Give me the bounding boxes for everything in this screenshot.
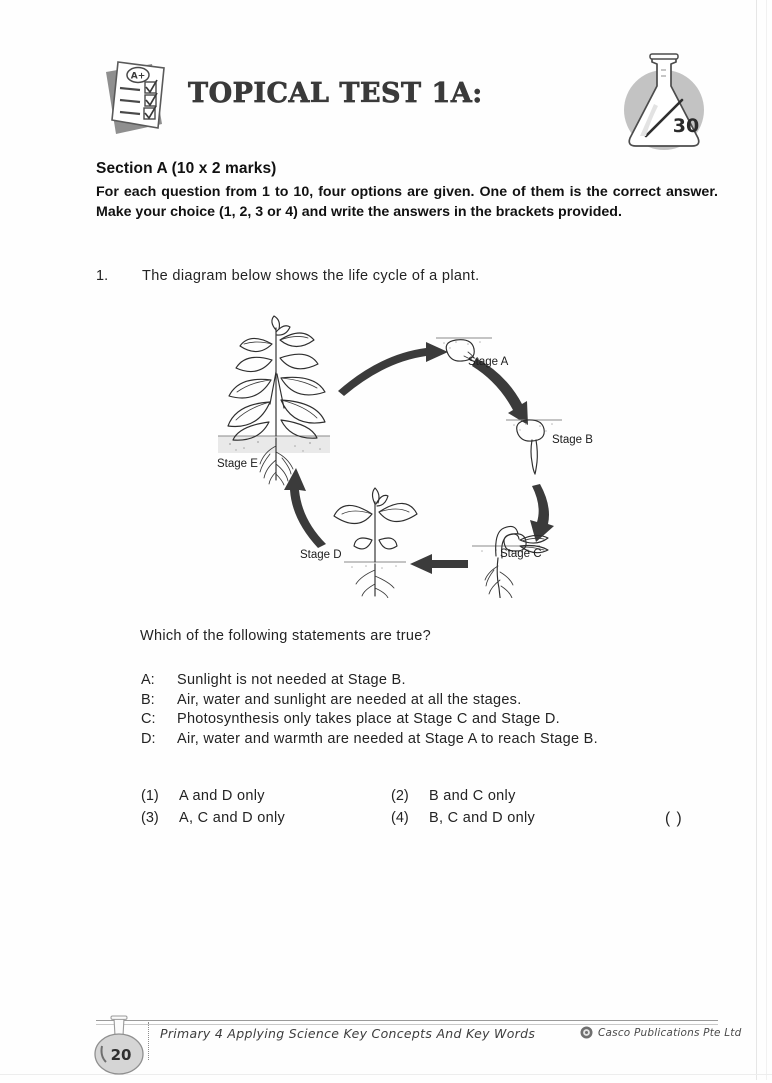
answer-options [141, 788, 731, 832]
statement-key: B: [141, 691, 155, 708]
arrow-e-to-a [338, 342, 448, 396]
statement-row [141, 672, 721, 688]
marks-total-text: 30 [672, 115, 700, 137]
statement-list [141, 672, 721, 750]
question-1 [96, 268, 721, 284]
statement-text: Air, water and sunlight are needed at all the stages. [177, 691, 522, 708]
statement-key: A: [141, 672, 155, 688]
option-text: A, C and D only [179, 810, 286, 826]
page-number-text: 20 [110, 1046, 132, 1064]
stage-c-label: Stage C [500, 548, 542, 560]
option-text: B, C and D only [429, 810, 536, 826]
option-text: A and D only [179, 788, 265, 804]
arrow-c-to-d [410, 554, 468, 574]
arrow-d-to-e [284, 468, 326, 548]
stage-e-label: Stage E [217, 458, 258, 470]
option-text: B and C only [429, 788, 516, 804]
section-instructions: For each question from 1 to 10, four options are given. One of them is the correct answer. Make your choice (1, 2, 3 or 4) and write the answers in the brackets provided. [96, 184, 718, 220]
option-number: (3) [141, 810, 159, 826]
statement-text: Photosynthesis only takes place at Stage C and Stage D. [177, 711, 560, 727]
statement-key: C: [141, 711, 156, 727]
footer-book-title: Primary 4 Applying Science Key Concepts And Key Words [160, 1026, 536, 1041]
statement-text: Air, water and warmth are needed at Stage A to reach Stage B. [177, 730, 598, 747]
stage-d-illustration [334, 488, 417, 598]
footer-publisher: Casco Publications Pte Ltd [598, 1027, 742, 1039]
stage-d-label: Stage D [300, 549, 342, 561]
option-number: (4) [391, 810, 409, 826]
question-prompt-block [140, 628, 720, 644]
stage-b-label: Stage B [552, 434, 593, 446]
stage-a-label: Stage A [468, 356, 509, 368]
option-2[interactable] [391, 788, 641, 804]
answer-bracket[interactable]: ( ) [665, 810, 683, 827]
svg-text:A+: A+ [130, 71, 146, 82]
casco-logo-icon [580, 1026, 593, 1039]
marks-flask-icon [606, 48, 718, 158]
option-4[interactable] [391, 810, 641, 826]
statement-row [141, 692, 721, 708]
clipboard-checklist-icon [100, 54, 186, 140]
scan-edge-line-secondary [766, 0, 767, 1080]
page-header [96, 48, 716, 154]
option-3[interactable] [141, 810, 391, 826]
footer-rule-secondary [96, 1024, 718, 1025]
statement-key: D: [141, 730, 156, 747]
question-stem: The diagram below shows the life cycle of a plant. [142, 268, 480, 284]
page-title: TOPICAL TEST 1A: [188, 78, 483, 109]
section-heading: Section A (10 x 2 marks) [96, 160, 277, 177]
stage-b-illustration [506, 420, 562, 474]
arrow-a-to-b [472, 358, 528, 425]
scan-edge-line [756, 0, 757, 1080]
option-1[interactable] [141, 788, 391, 804]
statement-row [141, 711, 721, 727]
arrow-b-to-c [530, 484, 554, 542]
page-footer [0, 1008, 772, 1080]
question-number: 1. [96, 268, 109, 284]
statement-text: Sunlight is not needed at Stage B. [177, 672, 406, 688]
question-prompt: Which of the following statements are true? [140, 628, 431, 644]
plant-life-cycle-diagram [200, 308, 630, 598]
option-number: (1) [141, 788, 159, 804]
statement-row [141, 731, 721, 747]
footer-rule [96, 1020, 718, 1021]
section-a-block [96, 160, 718, 222]
option-number: (2) [391, 788, 409, 804]
page-number-flask-icon [88, 1014, 150, 1078]
